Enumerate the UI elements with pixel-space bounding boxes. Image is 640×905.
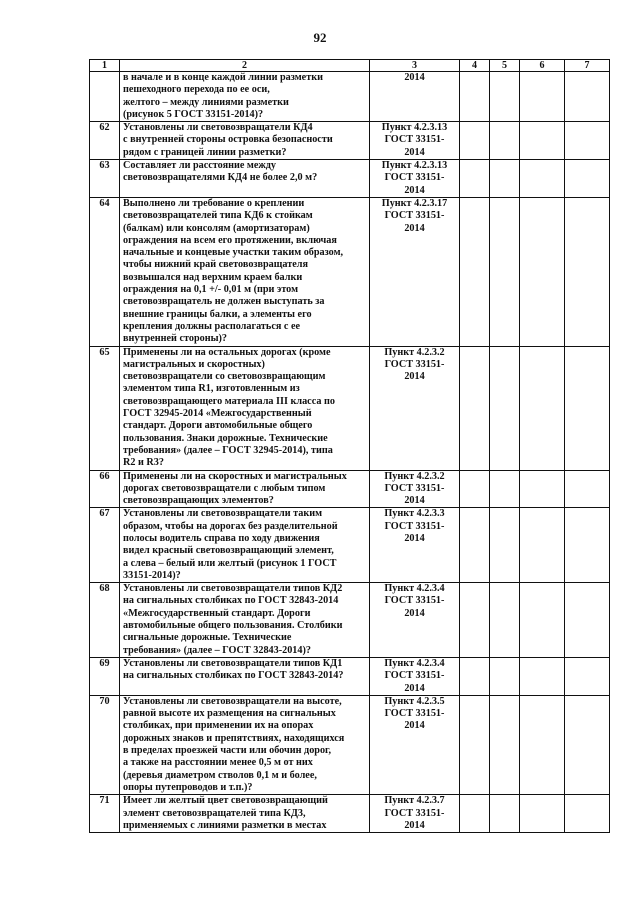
empty-cell [565, 695, 610, 794]
empty-cell [520, 470, 565, 508]
empty-cell [490, 197, 520, 346]
row-reference: Пункт 4.2.3.2 ГОСТ 33151- 2014 [370, 346, 460, 470]
empty-cell [565, 346, 610, 470]
empty-cell [490, 583, 520, 658]
row-number: 62 [90, 122, 120, 160]
empty-cell [520, 72, 565, 122]
empty-cell [565, 657, 610, 695]
empty-cell [460, 470, 490, 508]
header-row [90, 60, 610, 72]
row-reference: Пункт 4.2.3.4 ГОСТ 33151- 2014 [370, 583, 460, 658]
row-number: 67 [90, 508, 120, 583]
empty-cell [565, 508, 610, 583]
table-row [90, 795, 610, 833]
row-number: 65 [90, 346, 120, 470]
column-header: 1 [90, 60, 120, 72]
row-question: Применены ли на скоростных и магистральных дорогах световозвращатели с любым типом световозвращающих элементов? [120, 470, 370, 508]
page-number: 92 [313, 30, 327, 45]
row-question: Применены ли на остальных дорогах (кроме магистральных и скоростных) световозвращатели со световозвращающим элементом типа R1, изготовленным из световозвращающего материала III класса по ГОСТ 32945-2014 «Межгосударственный стандарт. Дороги автомобильные общего пользования. Знаки дорожные. Технические требования» (далее – ГОСТ 32945-2014), типа R2 и R3? [120, 346, 370, 470]
empty-cell [460, 657, 490, 695]
empty-cell [520, 508, 565, 583]
row-reference: Пункт 4.2.3.7 ГОСТ 33151- 2014 [370, 795, 460, 833]
table-row [90, 197, 610, 346]
empty-cell [520, 657, 565, 695]
empty-cell [460, 122, 490, 160]
column-header: 7 [565, 60, 610, 72]
row-question: Установлены ли световозвращатели КД4 с внутренней стороны островка безопасности рядом с границей линии разметки? [120, 122, 370, 160]
table-row [90, 122, 610, 160]
column-header: 6 [520, 60, 565, 72]
row-number: 64 [90, 197, 120, 346]
row-number: 68 [90, 583, 120, 658]
row-reference: Пункт 4.2.3.2 ГОСТ 33151- 2014 [370, 470, 460, 508]
empty-cell [490, 657, 520, 695]
checklist-table [89, 59, 610, 833]
row-reference: Пункт 4.2.3.13 ГОСТ 33151- 2014 [370, 160, 460, 198]
row-number: 71 [90, 795, 120, 833]
empty-cell [520, 160, 565, 198]
empty-cell [520, 583, 565, 658]
table-row [90, 160, 610, 198]
empty-cell [460, 346, 490, 470]
table-row [90, 346, 610, 470]
row-reference: Пункт 4.2.3.4 ГОСТ 33151- 2014 [370, 657, 460, 695]
empty-cell [520, 695, 565, 794]
column-header: 3 [370, 60, 460, 72]
table-row [90, 508, 610, 583]
row-question: Установлены ли световозвращатели типов КД1 на сигнальных столбиках по ГОСТ 32843-2014? [120, 657, 370, 695]
empty-cell [460, 695, 490, 794]
empty-cell [490, 508, 520, 583]
row-reference: Пункт 4.2.3.13 ГОСТ 33151- 2014 [370, 122, 460, 160]
row-number: 69 [90, 657, 120, 695]
empty-cell [565, 470, 610, 508]
empty-cell [490, 122, 520, 160]
empty-cell [490, 470, 520, 508]
empty-cell [460, 583, 490, 658]
row-question: Выполнено ли требование о креплении световозвращателей типа КД6 к стойкам (балкам) или консолям (амортизаторам) ограждения на всем его протяжении, включая начальные и концевые участки таким образом, чтобы нижний край световозвращателя возвышался над верхним краем балки ограждения на 0,1 +/- 0,01 м (при этом световозвращатель не должен выступать за внешние границы балки, а элементы его крепления должны располагаться с ее внутренней стороны)? [120, 197, 370, 346]
row-reference: Пункт 4.2.3.17 ГОСТ 33151- 2014 [370, 197, 460, 346]
empty-cell [460, 795, 490, 833]
empty-cell [520, 122, 565, 160]
empty-cell [460, 72, 490, 122]
empty-cell [565, 160, 610, 198]
column-header: 4 [460, 60, 490, 72]
empty-cell [565, 72, 610, 122]
empty-cell [460, 160, 490, 198]
empty-cell [520, 346, 565, 470]
table-row [90, 657, 610, 695]
row-question: Имеет ли желтый цвет световозвращающий элемент световозвращателей типа КД3, применяемых с линиями разметки в местах [120, 795, 370, 833]
empty-cell [490, 795, 520, 833]
empty-cell [460, 197, 490, 346]
table-row [90, 583, 610, 658]
empty-cell [565, 795, 610, 833]
row-reference: Пункт 4.2.3.5 ГОСТ 33151- 2014 [370, 695, 460, 794]
empty-cell [490, 72, 520, 122]
row-question: Установлены ли световозвращатели на высоте, равной высоте их размещения на сигнальных столбиках, при применении их на опорах дорожных знаков и препятствиях, находящихся в пределах проезжей части или обочин дорог, а также на расстоянии менее 0,5 м от них (деревья диаметром стволов 0,1 м и более, опоры путепроводов и т.п.)? [120, 695, 370, 794]
empty-cell [490, 695, 520, 794]
row-reference: 2014 [370, 72, 460, 122]
row-reference: Пункт 4.2.3.3 ГОСТ 33151- 2014 [370, 508, 460, 583]
row-question: Установлены ли световозвращатели типов КД2 на сигнальных столбиках по ГОСТ 32843-2014 «Межгосударственный стандарт. Дороги автомобильные общего пользования. Столбики сигнальные дорожные. Технические требования» (далее – ГОСТ 32843-2014)? [120, 583, 370, 658]
empty-cell [565, 583, 610, 658]
row-number: 66 [90, 470, 120, 508]
table-row [90, 695, 610, 794]
empty-cell [460, 508, 490, 583]
table-row [90, 470, 610, 508]
column-header: 5 [490, 60, 520, 72]
row-number: 70 [90, 695, 120, 794]
row-question: Установлены ли световозвращатели таким образом, чтобы на дорогах без разделительной полосы водитель справа по ходу движения видел красный световозвращающий элемент, а слева – белый или желтый (рисунок 1 ГОСТ 33151-2014)? [120, 508, 370, 583]
empty-cell [490, 346, 520, 470]
row-question: Составляет ли расстояние между световозвращателями КД4 не более 2,0 м? [120, 160, 370, 198]
empty-cell [490, 160, 520, 198]
row-question: в начале и в конце каждой линии разметки пешеходного перехода по ее оси, желтого – между линиями разметки (рисунок 5 ГОСТ 33151-2014)? [120, 72, 370, 122]
empty-cell [520, 197, 565, 346]
column-header: 2 [120, 60, 370, 72]
table-row [90, 72, 610, 122]
row-number: 63 [90, 160, 120, 198]
row-number [90, 72, 120, 122]
empty-cell [520, 795, 565, 833]
empty-cell [565, 197, 610, 346]
empty-cell [565, 122, 610, 160]
